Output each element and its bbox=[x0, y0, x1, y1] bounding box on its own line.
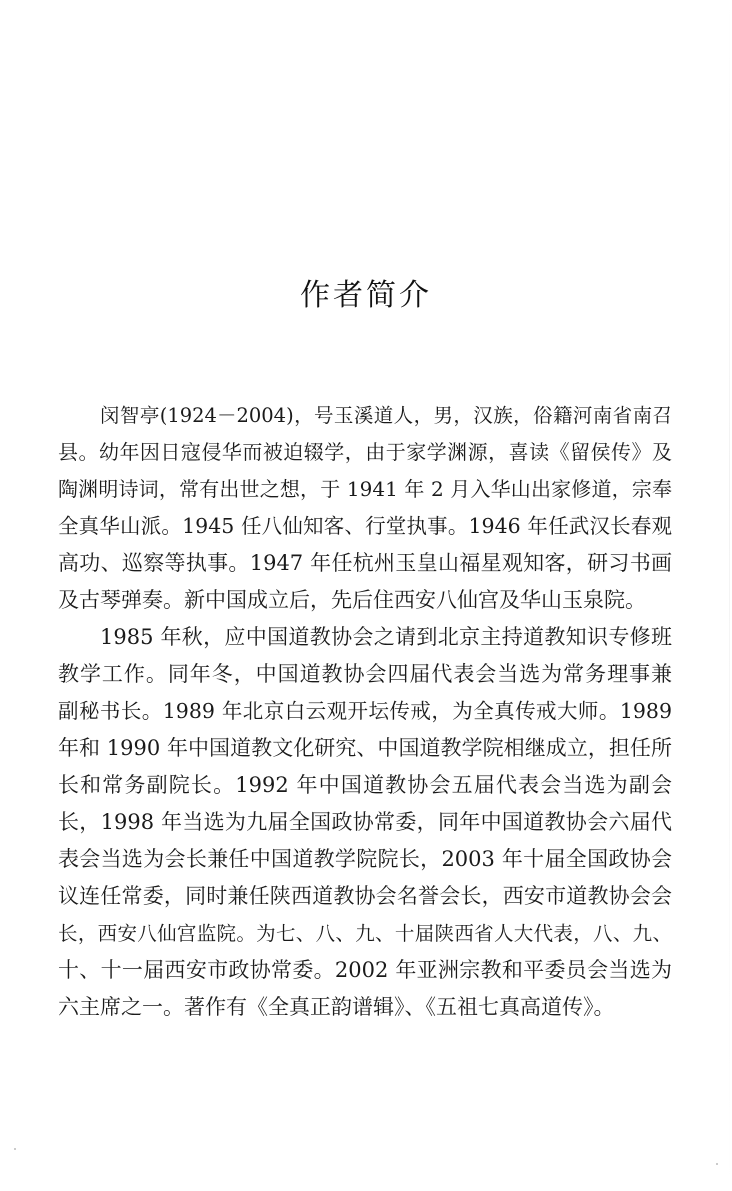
page-title: 作者简介 bbox=[300, 278, 432, 313]
text-line: 长和常务副院长。1992 年中国道教协会五届代表会当选为副会 bbox=[58, 773, 672, 797]
paragraph-2 bbox=[58, 619, 672, 1026]
text-line: 副秘书长。1989 年北京白云观开坛传戒，为全真传戒大师。1989 bbox=[58, 699, 672, 723]
text-line: 1985 年秋，应中国道教协会之请到北京主持道教知识专修班 bbox=[100, 625, 672, 649]
text-line: 长，1998 年当选为九届全国政协常委，同年中国道教协会六届代 bbox=[58, 810, 672, 834]
scan-edge bbox=[729, 0, 730, 1191]
text-line: 十、十一届西安市政协常委。2002 年亚洲宗教和平委员会当选为 bbox=[58, 958, 672, 982]
text-line: 长，西安八仙宫监院。为七、八、九、十届陕西省人大代表，八、九、 bbox=[58, 922, 672, 945]
text-line: 年和 1990 年中国道教文化研究、中国道教学院相继成立，担任所 bbox=[58, 736, 672, 760]
text-line: 全真华山派。1945 任八仙知客、行堂执事。1946 年任武汉长春观 bbox=[58, 514, 672, 538]
text-line: 县。幼年因日寇侵华而被迫辍学，由于家学渊源，喜读《留侯传》及 bbox=[58, 440, 672, 464]
text-line: 教学工作。同年冬，中国道教协会四届代表会当选为常务理事兼 bbox=[58, 662, 672, 686]
scan-speck bbox=[716, 1163, 718, 1165]
text-line: 议连任常委，同时兼任陕西道教协会名誉会长，西安市道教协会会 bbox=[58, 884, 672, 908]
text-line: 高功、巡察等执事。1947 年任杭州玉皇山福星观知客，研习书画 bbox=[58, 551, 672, 575]
paragraph-1 bbox=[58, 397, 672, 619]
scan-speck bbox=[14, 1148, 16, 1150]
text-line: 及古琴弹奏。新中国成立后，先后住西安八仙宫及华山玉泉院。 bbox=[58, 588, 646, 612]
biography-text bbox=[58, 397, 672, 1026]
text-line: 闵智亭(1924－2004)，号玉溪道人，男，汉族，俗籍河南省南召 bbox=[100, 404, 672, 427]
text-line: 陶渊明诗词，常有出世之想，于 1941 年 2 月入华山出家修道，宗奉 bbox=[58, 477, 672, 501]
text-line: 六主席之一。著作有《全真正韵谱辑》、《五祖七真高道传》。 bbox=[58, 995, 615, 1019]
text-line: 表会当选为会长兼任中国道教学院院长，2003 年十届全国政协会 bbox=[58, 847, 672, 871]
